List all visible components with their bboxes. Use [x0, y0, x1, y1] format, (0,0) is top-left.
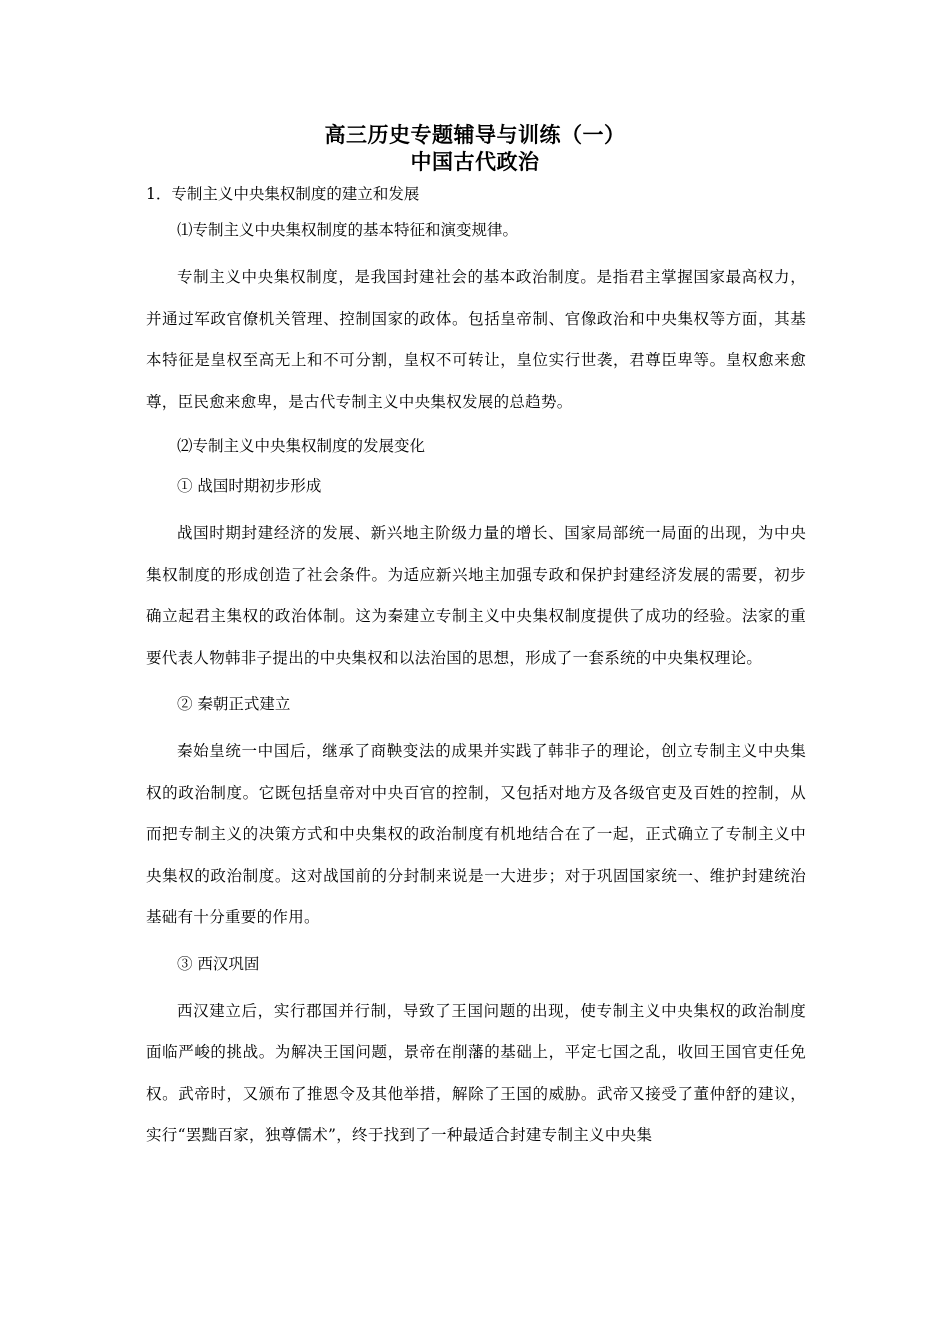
section-heading-1: 1．专制主义中央集权制度的建立和发展 [146, 185, 420, 203]
title-block [0, 122, 950, 176]
subsection-heading-1-2: ⑵专制主义中央集权制度的发展变化 [177, 437, 426, 455]
item-heading-warring-states: ① 战国时期初步形成 [177, 477, 322, 495]
paragraph-qin: 秦始皇统一中国后，继承了商鞅变法的成果并实践了韩非子的理论，创立专制主义中央集权的政治制度。它既包括皇帝对中央百官的控制，又包括对地方及各级官吏及百姓的控制，从而把专制主义的决策方式和中央集权的政治制度有机地结合在了一起，正式确立了专制主义中央集权的政治制度。这对战国前的分封制来说是一大进步；对于巩固国家统一、维护封建统治基础有十分重要的作用。 [146, 742, 806, 926]
item-heading-western-han: ③ 西汉巩固 [177, 954, 260, 973]
subsection-heading-1-1: ⑴专制主义中央集权制度的基本特征和演变规律。 [177, 221, 519, 239]
item-heading-qin: ② 秦朝正式建立 [177, 695, 291, 713]
paragraph-basic-features: 专制主义中央集权制度，是我国封建社会的基本政治制度。是指君主掌握国家最高权力，并通过军政官僚机关管理、控制国家的政体。包括皇帝制、官像政治和中央集权等方面，其基本特征是皇权至高无上和不可分割，皇权不可转让，皇位实行世袭，君尊臣卑等。皇权愈来愈尊，臣民愈来愈卑，是古代专制主义中央集权发展的总趋势。 [146, 268, 806, 411]
document-body [146, 181, 806, 1161]
document-title: 高三历史专题辅导与训练（一） [324, 123, 626, 147]
paragraph-warring-states: 战国时期封建经济的发展、新兴地主阶级力量的增长、国家局部统一局面的出现，为中央集权制度的形成创造了社会条件。为适应新兴地主加强专政和保护封建经济发展的需要，初步确立起君主集权的政治体制。这为秦建立专制主义中央集权制度提供了成功的经验。法家的重要代表人物韩非子提出的中央集权和以法治国的思想，形成了一套系统的中央集权理论。 [146, 524, 806, 667]
paragraph-western-han: 西汉建立后，实行郡国并行制，导致了王国问题的出现，使专制主义中央集权的政治制度面临严峻的挑战。为解决王国问题，景帝在削藩的基础上，平定七国之乱，收回王国官吏任免权。武帝时，又颁布了推恩令及其他举措，解除了王国的威胁。武帝又接受了董仲舒的建议，实行“罢黜百家，独尊儒术”，终于找到了一种最适合封建专制主义中央集 [146, 1001, 806, 1144]
document-subtitle: 中国古代政治 [410, 150, 540, 174]
